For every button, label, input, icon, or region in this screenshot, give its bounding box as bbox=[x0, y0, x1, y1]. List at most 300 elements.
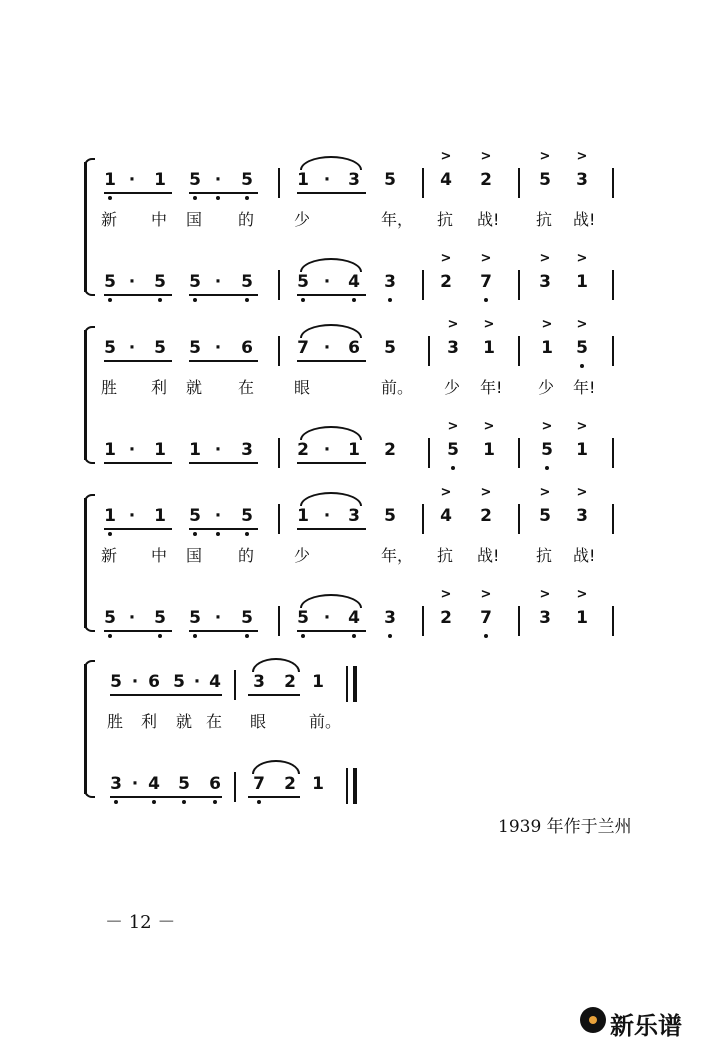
beam-line bbox=[297, 462, 366, 464]
octave-dot bbox=[294, 298, 312, 302]
lyric-syllable: 年! bbox=[573, 378, 596, 397]
note-digit: 1 bbox=[312, 774, 324, 794]
accent-mark: > bbox=[541, 317, 553, 332]
note-digit: 5 bbox=[539, 170, 551, 190]
beam-line bbox=[104, 528, 172, 530]
accent-mark: > bbox=[440, 485, 452, 500]
lower-note bbox=[250, 774, 268, 794]
beam-line bbox=[104, 630, 172, 632]
lower-note bbox=[238, 440, 256, 460]
lower-note bbox=[318, 608, 336, 628]
note-digit: 4 bbox=[348, 272, 360, 292]
note-digit: 4 bbox=[440, 170, 452, 190]
note-digit: 5 bbox=[104, 338, 116, 358]
upper-note bbox=[294, 506, 312, 526]
beam-line bbox=[297, 192, 366, 194]
lower-note bbox=[381, 272, 399, 292]
brace-hook bbox=[84, 287, 95, 296]
upper-note bbox=[151, 506, 169, 526]
note-digit: 5 bbox=[189, 338, 201, 358]
lower-note bbox=[538, 419, 556, 460]
barline bbox=[518, 270, 520, 300]
note-digit: 1 bbox=[483, 338, 495, 358]
upper-note bbox=[294, 170, 312, 190]
octave-dot bbox=[238, 298, 256, 302]
lyric-syllable: 新 bbox=[101, 546, 118, 565]
note-digit: 2 bbox=[284, 672, 296, 692]
octave-dot bbox=[186, 634, 204, 638]
beam-line bbox=[189, 360, 258, 362]
accent-mark: > bbox=[576, 149, 588, 164]
lyric-syllable: 少 bbox=[444, 378, 461, 397]
lower-note bbox=[238, 272, 256, 292]
note-digit: 5 bbox=[447, 440, 459, 460]
octave-dot bbox=[209, 196, 227, 200]
lower-note bbox=[294, 440, 312, 460]
note-digit: · bbox=[214, 338, 222, 358]
lyric-syllable: 眼 bbox=[250, 712, 267, 731]
upper-note bbox=[477, 149, 495, 190]
upper-note bbox=[206, 672, 224, 692]
lyric-syllable: 抗 bbox=[536, 210, 553, 229]
beam-line bbox=[110, 694, 222, 696]
lyric-syllable: 胜 bbox=[101, 378, 118, 397]
octave-dot bbox=[381, 634, 399, 638]
note-digit: 4 bbox=[440, 506, 452, 526]
accent-mark: > bbox=[539, 485, 551, 500]
upper-note bbox=[381, 170, 399, 190]
note-digit: 3 bbox=[348, 170, 360, 190]
lower-note bbox=[437, 251, 455, 292]
lower-note bbox=[318, 440, 336, 460]
lower-note bbox=[345, 440, 363, 460]
upper-note bbox=[126, 672, 144, 692]
beam-line bbox=[104, 294, 172, 296]
lower-note bbox=[186, 440, 204, 460]
system-brace bbox=[80, 498, 92, 628]
upper-note bbox=[437, 149, 455, 190]
brace-hook bbox=[84, 789, 95, 798]
barline bbox=[278, 438, 280, 468]
note-digit: 1 bbox=[104, 440, 116, 460]
lyric-syllable: 利 bbox=[141, 712, 158, 731]
accent-mark: > bbox=[480, 485, 492, 500]
upper-note bbox=[309, 672, 327, 692]
barline bbox=[612, 336, 614, 366]
lower-note bbox=[101, 272, 119, 292]
note-digit: 7 bbox=[253, 774, 265, 794]
note-digit: 5 bbox=[154, 272, 166, 292]
lyric-syllable: 的 bbox=[238, 210, 255, 229]
lower-note bbox=[573, 419, 591, 460]
brace-hook bbox=[84, 494, 95, 503]
note-digit: 5 bbox=[297, 272, 309, 292]
upper-note bbox=[538, 317, 556, 358]
lower-note bbox=[209, 608, 227, 628]
octave-dot bbox=[573, 364, 591, 368]
note-digit: 5 bbox=[576, 338, 588, 358]
accent-mark: > bbox=[447, 419, 459, 434]
lower-note bbox=[480, 419, 498, 460]
octave-dot bbox=[381, 298, 399, 302]
lower-note bbox=[345, 272, 363, 292]
barline bbox=[612, 438, 614, 468]
system-brace bbox=[80, 330, 92, 460]
octave-dot bbox=[238, 634, 256, 638]
final-barline-thick bbox=[353, 768, 357, 804]
barline bbox=[518, 606, 520, 636]
slur bbox=[300, 156, 362, 170]
lower-note bbox=[175, 774, 193, 794]
note-digit: 5 bbox=[241, 272, 253, 292]
barline bbox=[518, 168, 520, 198]
accent-mark: > bbox=[539, 587, 551, 602]
accent-mark: > bbox=[483, 317, 495, 332]
brand-logo bbox=[580, 1005, 700, 1039]
note-digit: · bbox=[323, 272, 331, 292]
note-digit: 5 bbox=[110, 672, 122, 692]
octave-dot bbox=[101, 532, 119, 536]
lower-note bbox=[123, 608, 141, 628]
octave-dot bbox=[477, 634, 495, 638]
accent-mark: > bbox=[576, 485, 588, 500]
accent-mark: > bbox=[483, 419, 495, 434]
octave-dot bbox=[145, 800, 163, 804]
upper-note bbox=[101, 338, 119, 358]
note-digit: 1 bbox=[297, 506, 309, 526]
lower-note bbox=[573, 251, 591, 292]
note-digit: 1 bbox=[541, 338, 553, 358]
upper-note bbox=[188, 672, 206, 692]
note-digit: 5 bbox=[178, 774, 190, 794]
note-digit: 3 bbox=[576, 170, 588, 190]
accent-mark: > bbox=[440, 149, 452, 164]
octave-dot bbox=[151, 634, 169, 638]
upper-note bbox=[444, 317, 462, 358]
upper-note bbox=[573, 485, 591, 526]
octave-dot bbox=[206, 800, 224, 804]
note-digit: 3 bbox=[348, 506, 360, 526]
beam-line bbox=[297, 360, 366, 362]
note-digit: 2 bbox=[284, 774, 296, 794]
note-digit: · bbox=[128, 170, 136, 190]
note-digit: 4 bbox=[148, 774, 160, 794]
lyric-syllable: 就 bbox=[186, 378, 203, 397]
upper-note bbox=[123, 506, 141, 526]
octave-dot bbox=[444, 466, 462, 470]
accent-mark: > bbox=[539, 149, 551, 164]
lower-note bbox=[186, 272, 204, 292]
note-digit: 3 bbox=[576, 506, 588, 526]
note-digit: 2 bbox=[440, 272, 452, 292]
lower-note bbox=[294, 272, 312, 292]
note-digit: 5 bbox=[189, 170, 201, 190]
accent-mark: > bbox=[480, 587, 492, 602]
barline bbox=[422, 270, 424, 300]
lyric-syllable: 年! bbox=[480, 378, 503, 397]
note-digit: · bbox=[214, 440, 222, 460]
upper-note bbox=[437, 485, 455, 526]
note-digit: 2 bbox=[384, 440, 396, 460]
note-digit: · bbox=[214, 506, 222, 526]
note-digit: · bbox=[323, 440, 331, 460]
lower-note bbox=[123, 440, 141, 460]
beam-line bbox=[189, 294, 258, 296]
note-digit: · bbox=[193, 672, 201, 692]
note-digit: 2 bbox=[440, 608, 452, 628]
upper-note bbox=[238, 338, 256, 358]
note-digit: · bbox=[323, 170, 331, 190]
note-digit: · bbox=[128, 608, 136, 628]
lower-note bbox=[186, 608, 204, 628]
octave-dot bbox=[175, 800, 193, 804]
slur bbox=[300, 426, 362, 440]
note-digit: 1 bbox=[576, 440, 588, 460]
upper-note bbox=[123, 338, 141, 358]
lyric-syllable: 前。 bbox=[309, 712, 342, 731]
note-digit: 5 bbox=[241, 608, 253, 628]
note-digit: · bbox=[323, 608, 331, 628]
lyric-syllable: 抗 bbox=[437, 210, 454, 229]
upper-note bbox=[250, 672, 268, 692]
system-brace bbox=[80, 162, 92, 292]
record-icon bbox=[580, 1007, 606, 1033]
upper-note bbox=[145, 672, 163, 692]
octave-dot bbox=[238, 196, 256, 200]
barline bbox=[278, 336, 280, 366]
octave-dot bbox=[101, 298, 119, 302]
note-digit: 1 bbox=[189, 440, 201, 460]
note-digit: 3 bbox=[384, 272, 396, 292]
note-digit: 3 bbox=[241, 440, 253, 460]
beam-line bbox=[104, 192, 172, 194]
octave-dot bbox=[538, 466, 556, 470]
lower-note bbox=[238, 608, 256, 628]
note-digit: 5 bbox=[541, 440, 553, 460]
barline bbox=[428, 438, 430, 468]
slur bbox=[252, 760, 300, 774]
upper-note bbox=[345, 506, 363, 526]
note-digit: 1 bbox=[483, 440, 495, 460]
barline bbox=[278, 606, 280, 636]
barline bbox=[422, 168, 424, 198]
beam-line bbox=[297, 294, 366, 296]
accent-mark: > bbox=[480, 251, 492, 266]
accent-mark: > bbox=[480, 149, 492, 164]
note-digit: 5 bbox=[297, 608, 309, 628]
octave-dot bbox=[101, 196, 119, 200]
note-digit: 6 bbox=[209, 774, 221, 794]
lower-note bbox=[536, 251, 554, 292]
note-digit: 5 bbox=[189, 272, 201, 292]
barline bbox=[428, 336, 430, 366]
upper-note bbox=[381, 506, 399, 526]
lower-note bbox=[101, 608, 119, 628]
note-digit: 5 bbox=[384, 338, 396, 358]
note-digit: 7 bbox=[480, 272, 492, 292]
note-digit: 4 bbox=[348, 608, 360, 628]
brace-hook bbox=[84, 623, 95, 632]
upper-note bbox=[209, 506, 227, 526]
octave-dot bbox=[250, 800, 268, 804]
note-digit: 5 bbox=[104, 272, 116, 292]
note-digit: 3 bbox=[539, 608, 551, 628]
upper-note bbox=[151, 338, 169, 358]
beam-line bbox=[189, 630, 258, 632]
note-digit: 6 bbox=[148, 672, 160, 692]
accent-mark: > bbox=[576, 587, 588, 602]
brace-hook bbox=[84, 158, 95, 167]
note-digit: 1 bbox=[104, 506, 116, 526]
note-digit: 5 bbox=[384, 170, 396, 190]
lyric-syllable: 眼 bbox=[294, 378, 311, 397]
lower-note bbox=[123, 272, 141, 292]
note-digit: 5 bbox=[154, 338, 166, 358]
note-digit: 5 bbox=[154, 608, 166, 628]
lyric-syllable: 中 bbox=[151, 546, 168, 565]
upper-note bbox=[536, 485, 554, 526]
barline bbox=[612, 606, 614, 636]
upper-note bbox=[101, 170, 119, 190]
barline bbox=[234, 772, 236, 802]
upper-note bbox=[480, 317, 498, 358]
upper-note bbox=[209, 338, 227, 358]
note-digit: 5 bbox=[539, 506, 551, 526]
octave-dot bbox=[238, 532, 256, 536]
final-barline-thin bbox=[346, 666, 348, 702]
note-digit: 5 bbox=[241, 506, 253, 526]
brace-bar bbox=[84, 664, 87, 794]
octave-dot bbox=[209, 532, 227, 536]
note-digit: 7 bbox=[297, 338, 309, 358]
note-digit: 1 bbox=[297, 170, 309, 190]
note-digit: · bbox=[128, 440, 136, 460]
octave-dot bbox=[151, 298, 169, 302]
page-number: － 12 － bbox=[105, 912, 176, 933]
upper-note bbox=[573, 317, 591, 358]
slur bbox=[300, 324, 362, 338]
upper-note bbox=[186, 170, 204, 190]
beam-line bbox=[189, 528, 258, 530]
lower-note bbox=[444, 419, 462, 460]
note-digit: 3 bbox=[110, 774, 122, 794]
note-digit: 1 bbox=[154, 506, 166, 526]
lyric-syllable: 的 bbox=[238, 546, 255, 565]
octave-dot bbox=[186, 532, 204, 536]
upper-note bbox=[477, 485, 495, 526]
beam-line bbox=[189, 192, 258, 194]
lyric-syllable: 战! bbox=[573, 546, 596, 565]
upper-note bbox=[381, 338, 399, 358]
barline bbox=[278, 270, 280, 300]
beam-line bbox=[248, 796, 300, 798]
lower-note bbox=[101, 440, 119, 460]
octave-dot bbox=[101, 634, 119, 638]
lyric-syllable: 国 bbox=[186, 210, 203, 229]
octave-dot bbox=[186, 196, 204, 200]
lyric-syllable: 年， bbox=[381, 210, 414, 229]
lyric-syllable: 中 bbox=[151, 210, 168, 229]
lyric-syllable: 就 bbox=[176, 712, 193, 731]
note-digit: 5 bbox=[104, 608, 116, 628]
note-digit: 5 bbox=[189, 506, 201, 526]
upper-note bbox=[536, 149, 554, 190]
slur bbox=[300, 492, 362, 506]
upper-note bbox=[573, 149, 591, 190]
lyric-syllable: 战! bbox=[477, 546, 500, 565]
upper-note bbox=[123, 170, 141, 190]
accent-mark: > bbox=[447, 317, 459, 332]
upper-note bbox=[318, 506, 336, 526]
upper-note bbox=[318, 338, 336, 358]
lyric-syllable: 年， bbox=[381, 546, 414, 565]
lyric-syllable: 新 bbox=[101, 210, 118, 229]
note-digit: 6 bbox=[348, 338, 360, 358]
lyric-syllable: 利 bbox=[151, 378, 168, 397]
note-digit: · bbox=[214, 272, 222, 292]
lower-note bbox=[151, 608, 169, 628]
lyric-syllable: 在 bbox=[238, 378, 255, 397]
note-digit: · bbox=[131, 774, 139, 794]
lower-note bbox=[206, 774, 224, 794]
upper-note bbox=[186, 338, 204, 358]
lyric-syllable: 抗 bbox=[536, 546, 553, 565]
note-digit: 5 bbox=[173, 672, 185, 692]
note-digit: 1 bbox=[576, 272, 588, 292]
note-digit: · bbox=[128, 506, 136, 526]
brand-name: 新乐谱 bbox=[610, 1012, 682, 1040]
barline bbox=[422, 504, 424, 534]
note-digit: 2 bbox=[480, 170, 492, 190]
slur bbox=[252, 658, 300, 672]
upper-note bbox=[318, 170, 336, 190]
brace-hook bbox=[84, 326, 95, 335]
note-digit: · bbox=[131, 672, 139, 692]
accent-mark: > bbox=[440, 251, 452, 266]
lower-note bbox=[107, 774, 125, 794]
note-digit: 6 bbox=[241, 338, 253, 358]
lower-note bbox=[151, 272, 169, 292]
lower-note bbox=[573, 587, 591, 628]
lower-note bbox=[126, 774, 144, 794]
beam-line bbox=[297, 630, 366, 632]
note-digit: 3 bbox=[539, 272, 551, 292]
note-digit: · bbox=[323, 506, 331, 526]
lower-note bbox=[536, 587, 554, 628]
barline bbox=[278, 168, 280, 198]
note-digit: 5 bbox=[189, 608, 201, 628]
note-digit: 5 bbox=[384, 506, 396, 526]
lyric-syllable: 在 bbox=[206, 712, 223, 731]
note-digit: 3 bbox=[447, 338, 459, 358]
beam-line bbox=[189, 462, 258, 464]
note-digit: · bbox=[214, 608, 222, 628]
composition-note: 1939 年作于兰州 bbox=[498, 817, 632, 837]
lower-note bbox=[477, 251, 495, 292]
lower-note bbox=[345, 608, 363, 628]
beam-line bbox=[104, 360, 172, 362]
brace-hook bbox=[84, 660, 95, 669]
lyric-syllable: 战! bbox=[573, 210, 596, 229]
lyric-syllable: 前。 bbox=[381, 378, 414, 397]
barline bbox=[612, 168, 614, 198]
note-digit: 1 bbox=[576, 608, 588, 628]
accent-mark: > bbox=[576, 251, 588, 266]
lyric-syllable: 少 bbox=[294, 546, 311, 565]
slur bbox=[300, 594, 362, 608]
octave-dot bbox=[345, 634, 363, 638]
brace-hook bbox=[84, 455, 95, 464]
